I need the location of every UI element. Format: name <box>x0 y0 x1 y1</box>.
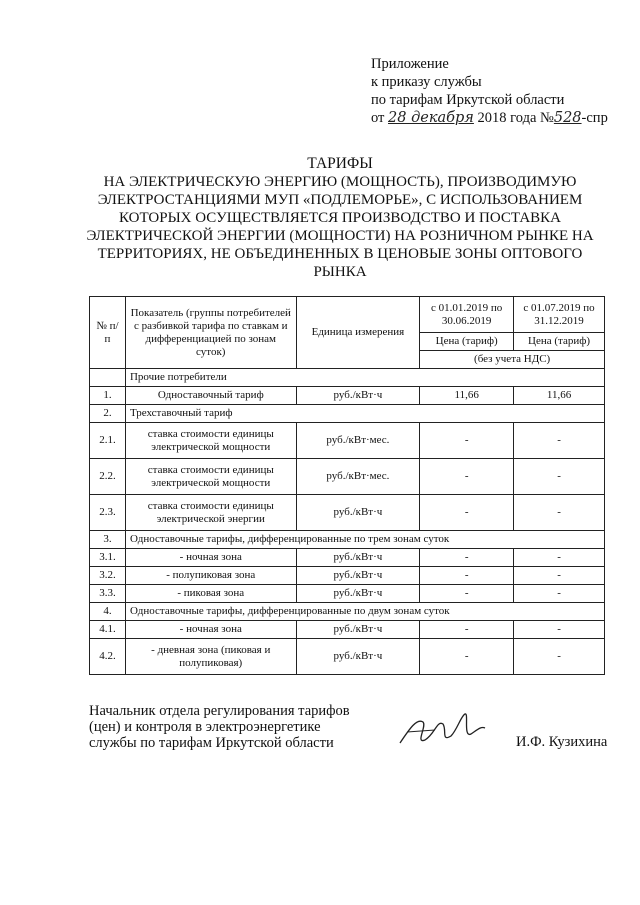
cell-unit: руб./кВт·ч <box>296 567 420 585</box>
order-suffix: -спр <box>581 110 608 126</box>
signatory-line-3: службы по тарифам Иркутской области <box>89 735 334 751</box>
table-row <box>90 639 605 675</box>
header-indicator: Показатель (группы потребителей с разбивкой тарифа по ставкам и дифференциацией по зонам суток) <box>125 297 296 369</box>
cell-num: 3.1. <box>90 549 126 567</box>
cell-empty <box>90 369 126 387</box>
header-price-2: Цена (тариф) <box>514 333 605 351</box>
header-price-1: Цена (тариф) <box>420 333 514 351</box>
order-date-handwritten: 28 декабря <box>388 110 474 126</box>
cell-price-1: - <box>420 585 514 603</box>
table-header-row <box>90 297 605 333</box>
table-row <box>90 567 605 585</box>
title-head: ТАРИФЫ <box>307 155 373 172</box>
table-row <box>90 621 605 639</box>
tariff-table <box>89 296 605 675</box>
header-vat: (без учета НДС) <box>420 351 605 369</box>
signatory-position <box>89 703 350 751</box>
title-line-1: НА ЭЛЕКТРИЧЕСКУЮ ЭНЕРГИЮ (МОЩНОСТЬ), ПРОИЗВОДИМУЮ <box>103 174 577 190</box>
cell-unit: руб./кВт·ч <box>296 621 420 639</box>
title-line-3: КОТОРЫХ ОСУЩЕСТВЛЯЕТСЯ ПРОИЗВОДСТВО И ПОСТАВКА <box>118 210 561 226</box>
cell-name: - пиковая зона <box>125 585 296 603</box>
cell-name: ставка стоимости единицы электрической мощности <box>125 459 296 495</box>
cell-num: 2. <box>90 405 126 423</box>
group-label: Прочие потребители <box>125 369 604 387</box>
cell-num: 4. <box>90 603 126 621</box>
order-prefix: от <box>371 110 385 126</box>
title-line-5: ТЕРРИТОРИЯХ, НЕ ОБЪЕДИНЕННЫХ В ЦЕНОВЫЕ ЗОНЫ ОПТОВОГО <box>97 246 583 262</box>
signatory-line-1: Начальник отдела регулирования тарифов <box>89 703 350 719</box>
cell-price-1: - <box>420 567 514 585</box>
appendix-line-2: к приказу службы <box>371 74 482 90</box>
signatory-line-2: (цен) и контроля в электроэнергетике <box>89 719 321 735</box>
cell-price-2: - <box>514 639 605 675</box>
order-middle: 2018 года № <box>477 110 554 126</box>
section-name: Трехставочный тариф <box>125 405 604 423</box>
cell-unit: руб./кВт·мес. <box>296 423 420 459</box>
signatory-name: И.Ф. Кузихина <box>516 734 608 750</box>
title-line-6: РЫНКА <box>313 264 367 280</box>
cell-unit: руб./кВт·ч <box>296 585 420 603</box>
table-row <box>90 585 605 603</box>
cell-price-1: - <box>420 639 514 675</box>
appendix-block <box>371 55 608 127</box>
order-number-handwritten: 528 <box>553 110 582 126</box>
header-num: № п/п <box>90 297 126 369</box>
cell-price-2: - <box>514 459 605 495</box>
cell-num: 3. <box>90 531 126 549</box>
cell-name: - ночная зона <box>125 621 296 639</box>
cell-price-1: - <box>420 621 514 639</box>
cell-price-2: - <box>514 549 605 567</box>
cell-num: 3.2. <box>90 567 126 585</box>
cell-num: 4.2. <box>90 639 126 675</box>
cell-price-1: - <box>420 459 514 495</box>
section-name: Одноставочные тарифы, дифференцированные по трем зонам суток <box>125 531 604 549</box>
cell-num: 2.1. <box>90 423 126 459</box>
title-line-2: ЭЛЕКТРОСТАНЦИЯМИ МУП «ПОДЛЕМОРЬЕ», С ИСПОЛЬЗОВАНИЕМ <box>97 192 583 208</box>
cell-name: - полупиковая зона <box>125 567 296 585</box>
header-unit: Единица измерения <box>296 297 420 369</box>
cell-unit: руб./кВт·ч <box>296 387 420 405</box>
cell-name: ставка стоимости единицы электрической энергии <box>125 495 296 531</box>
cell-name: - ночная зона <box>125 549 296 567</box>
cell-price-2: - <box>514 423 605 459</box>
table-row <box>90 423 605 459</box>
appendix-line-3: по тарифам Иркутской области <box>371 92 565 108</box>
cell-unit: руб./кВт·ч <box>296 639 420 675</box>
table-row <box>90 459 605 495</box>
cell-price-2: - <box>514 567 605 585</box>
cell-num: 2.3. <box>90 495 126 531</box>
document-title <box>80 155 600 281</box>
cell-name: Одноставочный тариф <box>125 387 296 405</box>
handwritten-signature <box>395 708 490 753</box>
cell-unit: руб./кВт·мес. <box>296 459 420 495</box>
header-period-1: с 01.01.2019 по 30.06.2019 <box>420 297 514 333</box>
cell-price-2: - <box>514 495 605 531</box>
cell-unit: руб./кВт·ч <box>296 549 420 567</box>
appendix-line-1: Приложение <box>371 56 449 72</box>
cell-price-1: - <box>420 423 514 459</box>
cell-price-2: - <box>514 621 605 639</box>
cell-price-2: 11,66 <box>514 387 605 405</box>
cell-name: ставка стоимости единицы электрической мощности <box>125 423 296 459</box>
cell-num: 1. <box>90 387 126 405</box>
table-row <box>90 405 605 423</box>
cell-price-1: 11,66 <box>420 387 514 405</box>
appendix-order-line <box>371 109 608 127</box>
table-row <box>90 369 605 387</box>
table-row <box>90 387 605 405</box>
cell-num: 2.2. <box>90 459 126 495</box>
cell-num: 3.3. <box>90 585 126 603</box>
table-row <box>90 549 605 567</box>
cell-num: 4.1. <box>90 621 126 639</box>
cell-unit: руб./кВт·ч <box>296 495 420 531</box>
title-line-4: ЭЛЕКТРИЧЕСКОЙ ЭНЕРГИИ (МОЩНОСТИ) НА РОЗНИЧНОМ РЫНКЕ НА <box>86 228 594 244</box>
cell-name: - дневная зона (пиковая и полупиковая) <box>125 639 296 675</box>
table-row <box>90 495 605 531</box>
cell-price-2: - <box>514 585 605 603</box>
cell-price-1: - <box>420 495 514 531</box>
section-name: Одноставочные тарифы, дифференцированные по двум зонам суток <box>125 603 604 621</box>
table-row <box>90 531 605 549</box>
cell-price-1: - <box>420 549 514 567</box>
table-row <box>90 603 605 621</box>
header-period-2: с 01.07.2019 по 31.12.2019 <box>514 297 605 333</box>
